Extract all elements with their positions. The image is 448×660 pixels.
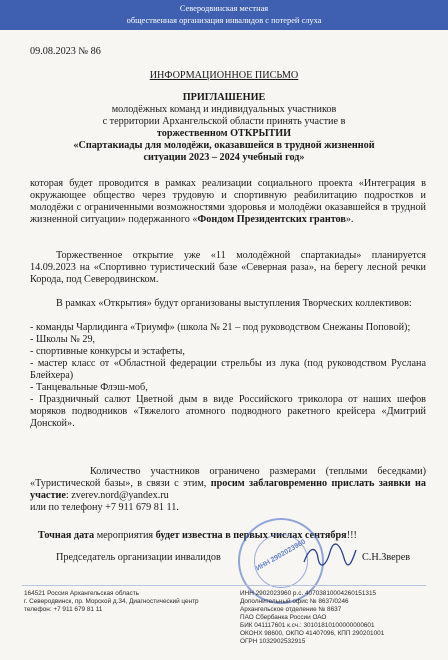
date-note-end: !!!: [346, 530, 357, 541]
applications-email: : zverev.nord@yandex.ru: [65, 490, 169, 501]
date-number: 09.08.2023 № 86: [30, 46, 101, 57]
footer-bank-line: ИНН 2902023960 р.с. 40703810004260151315: [240, 590, 377, 597]
intro-line-2: с территории Архангельской области принять участие в: [102, 116, 346, 127]
footer-bank-line: ПАО Сбербанка России ОАО: [240, 614, 327, 621]
footer-bank-line: БИК 041117601 к.сч.: 30101810100000000601: [240, 622, 375, 629]
paragraph-project: [30, 178, 426, 226]
list-item: - Танцевальные Флэш-моб,: [30, 382, 148, 393]
program-list: [30, 322, 426, 430]
fund-name: Фондом Президентских грантов: [197, 214, 346, 225]
footer-divider: [22, 585, 426, 586]
intro-line-5: ситуации 2023 – 2024 учебный год»: [143, 152, 305, 163]
letter-type: ИНФОРМАЦИОННОЕ ПИСЬМО: [149, 70, 299, 81]
stamp-text: ИНН 2902023960: [254, 538, 308, 573]
footer-address: [24, 590, 199, 614]
applications-request: просим заблаговременно прислать заявки на участие: [30, 478, 426, 501]
header-line-1: Северодвинская местная: [179, 4, 269, 13]
list-item: - команды Чарлидинга «Триумф» (школа № 21 – под руководством Снежаны Поповой);: [30, 322, 411, 333]
list-item: - Школы № 29,: [30, 334, 96, 345]
date-note-mid: мероприятия: [94, 530, 156, 541]
signer-role: Председатель организации инвалидов: [56, 552, 221, 563]
header-line-2: общественная организация инвалидов с потерей слуха: [126, 16, 322, 25]
paragraph-applications: [30, 466, 426, 502]
list-item: - мастер класс от «Областной федерации стрельбы из лука (под руководством Руслана Блейхера): [30, 358, 426, 381]
footer-bank-details: [240, 590, 384, 646]
intro-line-3: торжественном ОТКРЫТИИ: [156, 128, 292, 139]
list-item: - спортивные конкурсы и эстафеты,: [30, 346, 185, 357]
list-item: - Праздничный салют Цветной дым в виде Российского триколора от наших шефов моряков подводников «Тяжелого атомного подводного ракетного крейсера «Дмитрий Донской».: [30, 394, 426, 429]
footer-bank-line: ОКОНХ 98600, ОКПО 41407096, КПП 290201001: [240, 630, 385, 637]
paragraph-program: В рамках «Открытия» будут организованы выступления Творческих коллективов:: [56, 298, 412, 309]
intro-line-1: молодёжных команд и индивидуальных участников: [111, 104, 337, 115]
footer-address-line: г. Северодвинск, пр. Морской д.34, Диагностический центр: [24, 598, 199, 605]
applications-phone: или по телефону +7 911 679 81 11.: [30, 502, 179, 513]
footer-bank-line: Архангельское отделение № 8637: [240, 606, 342, 613]
date-note-september: будет известна в первых числах сентября: [155, 530, 347, 541]
organization-header: [0, 0, 448, 30]
paragraph-project-text: которая будет проводится в рамках реализации социального проекта «Интеграция в окружающее общество через трудовую и спортивную реабилитацию подростков и молодёжи с ограниченными возможностями здоровья и молодёжи оказавшейся в трудной жизненной ситуации» подержанного «: [30, 178, 426, 225]
footer-address-line: телефон: +7 911 679 81 11: [24, 606, 103, 613]
applications-text: Количество участников ограничено размерами (теплыми беседками) «Туристической базы», в связи с этим,: [30, 466, 426, 489]
paragraph-project-end: ».: [345, 214, 354, 225]
footer-bank-line: Дополнительный офис № 8637/0246: [240, 598, 349, 605]
paragraph-opening: Торжественное открытие уже «11 молодёжной спартакиады» планируется 14.09.2023 на «Спортивно туристический базе «Северная раза», на берегу лесной речки Корода, под Северодвинском.: [30, 250, 426, 285]
signer-name: С.Н.Зверев: [362, 552, 411, 563]
invitation-title: ПРИГЛАШЕНИЕ: [182, 92, 266, 103]
footer-address-line: 164521 Россия Архангельская область: [24, 590, 139, 597]
footer-bank-line: ОГРН 1032902532915: [240, 638, 306, 645]
date-note-start: Точная дата: [38, 530, 95, 541]
intro-line-4: «Спартакиады для молодёжи, оказавшейся в трудной жизненной: [73, 140, 375, 151]
signature-icon: [300, 540, 360, 570]
